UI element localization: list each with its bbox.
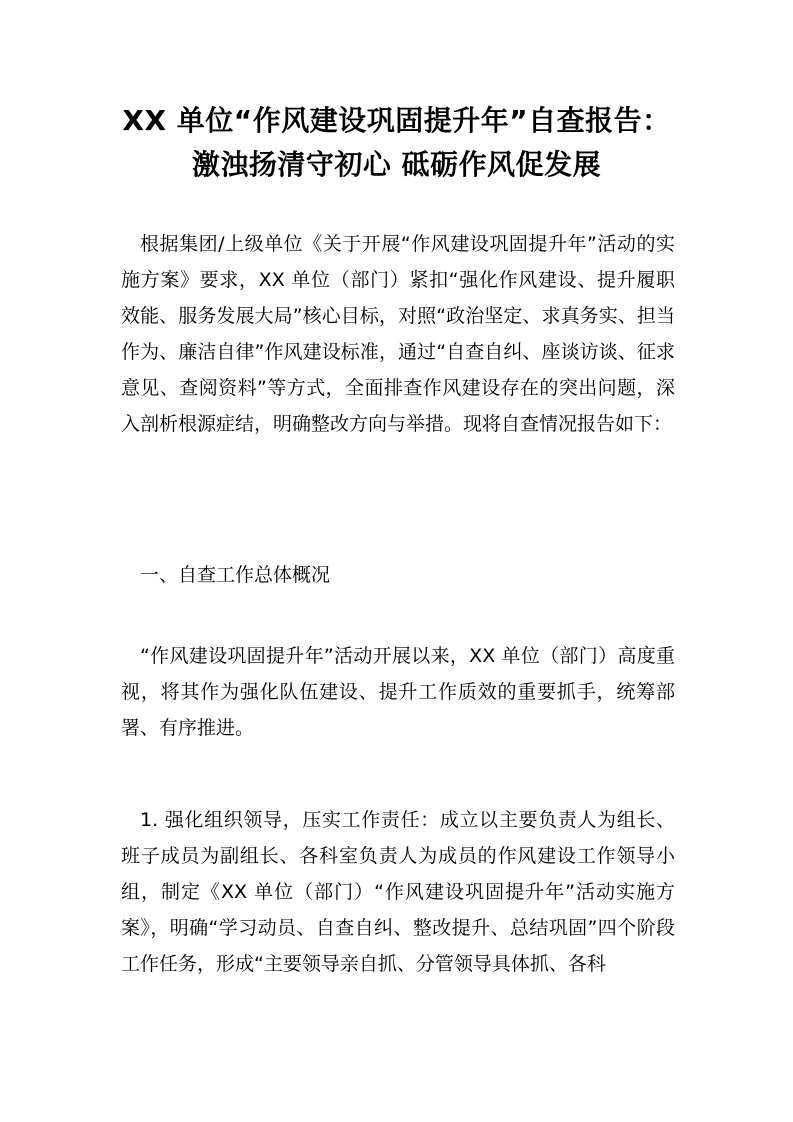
section-heading: 一、自查工作总体概况 <box>140 564 331 586</box>
document-title-line-1: XX 单位“作风建设巩固提升年”自查报告： <box>122 104 671 137</box>
document-title-line-2: 激浊扬清守初心 砥砺作风促发展 <box>191 148 602 181</box>
overview-paragraph: “作风建设巩固提升年”活动开展以来，XX 单位（部门）高度重视，将其作为强化队伍建设、提升工作质效的重要抓手，统筹部署、有序推进。 <box>121 645 675 739</box>
intro-paragraph: 根据集团/上级单位《关于开展“作风建设巩固提升年”活动的实施方案》要求，XX 单位（部门）紧扣“强化作风建设、提升履职效能、服务发展大局”核心目标，对照“政治坚定、求真务实、担当作为、廉洁自律”作风建设标准，通过“自查自纠、座谈访谈、征求意见、查阅资料”等方式，全面排查作风建设存在的突出问题，深入剖析根源症结，明确整改方向与举措。现将自查情况报告如下： <box>121 233 675 435</box>
list-item: 1. 强化组织领导，压实工作责任：成立以主要负责人为组长、班子成员为副组长、各科室负责人为成员的作风建设工作领导小组，制定《XX 单位（部门）“作风建设巩固提升年”活动实施方案》，明确“学习动员、自查自纠、整改提升、总结巩固”四个阶段工作任务，形成“主要领导亲自抓、分管领导具体抓、各科 <box>121 809 675 975</box>
